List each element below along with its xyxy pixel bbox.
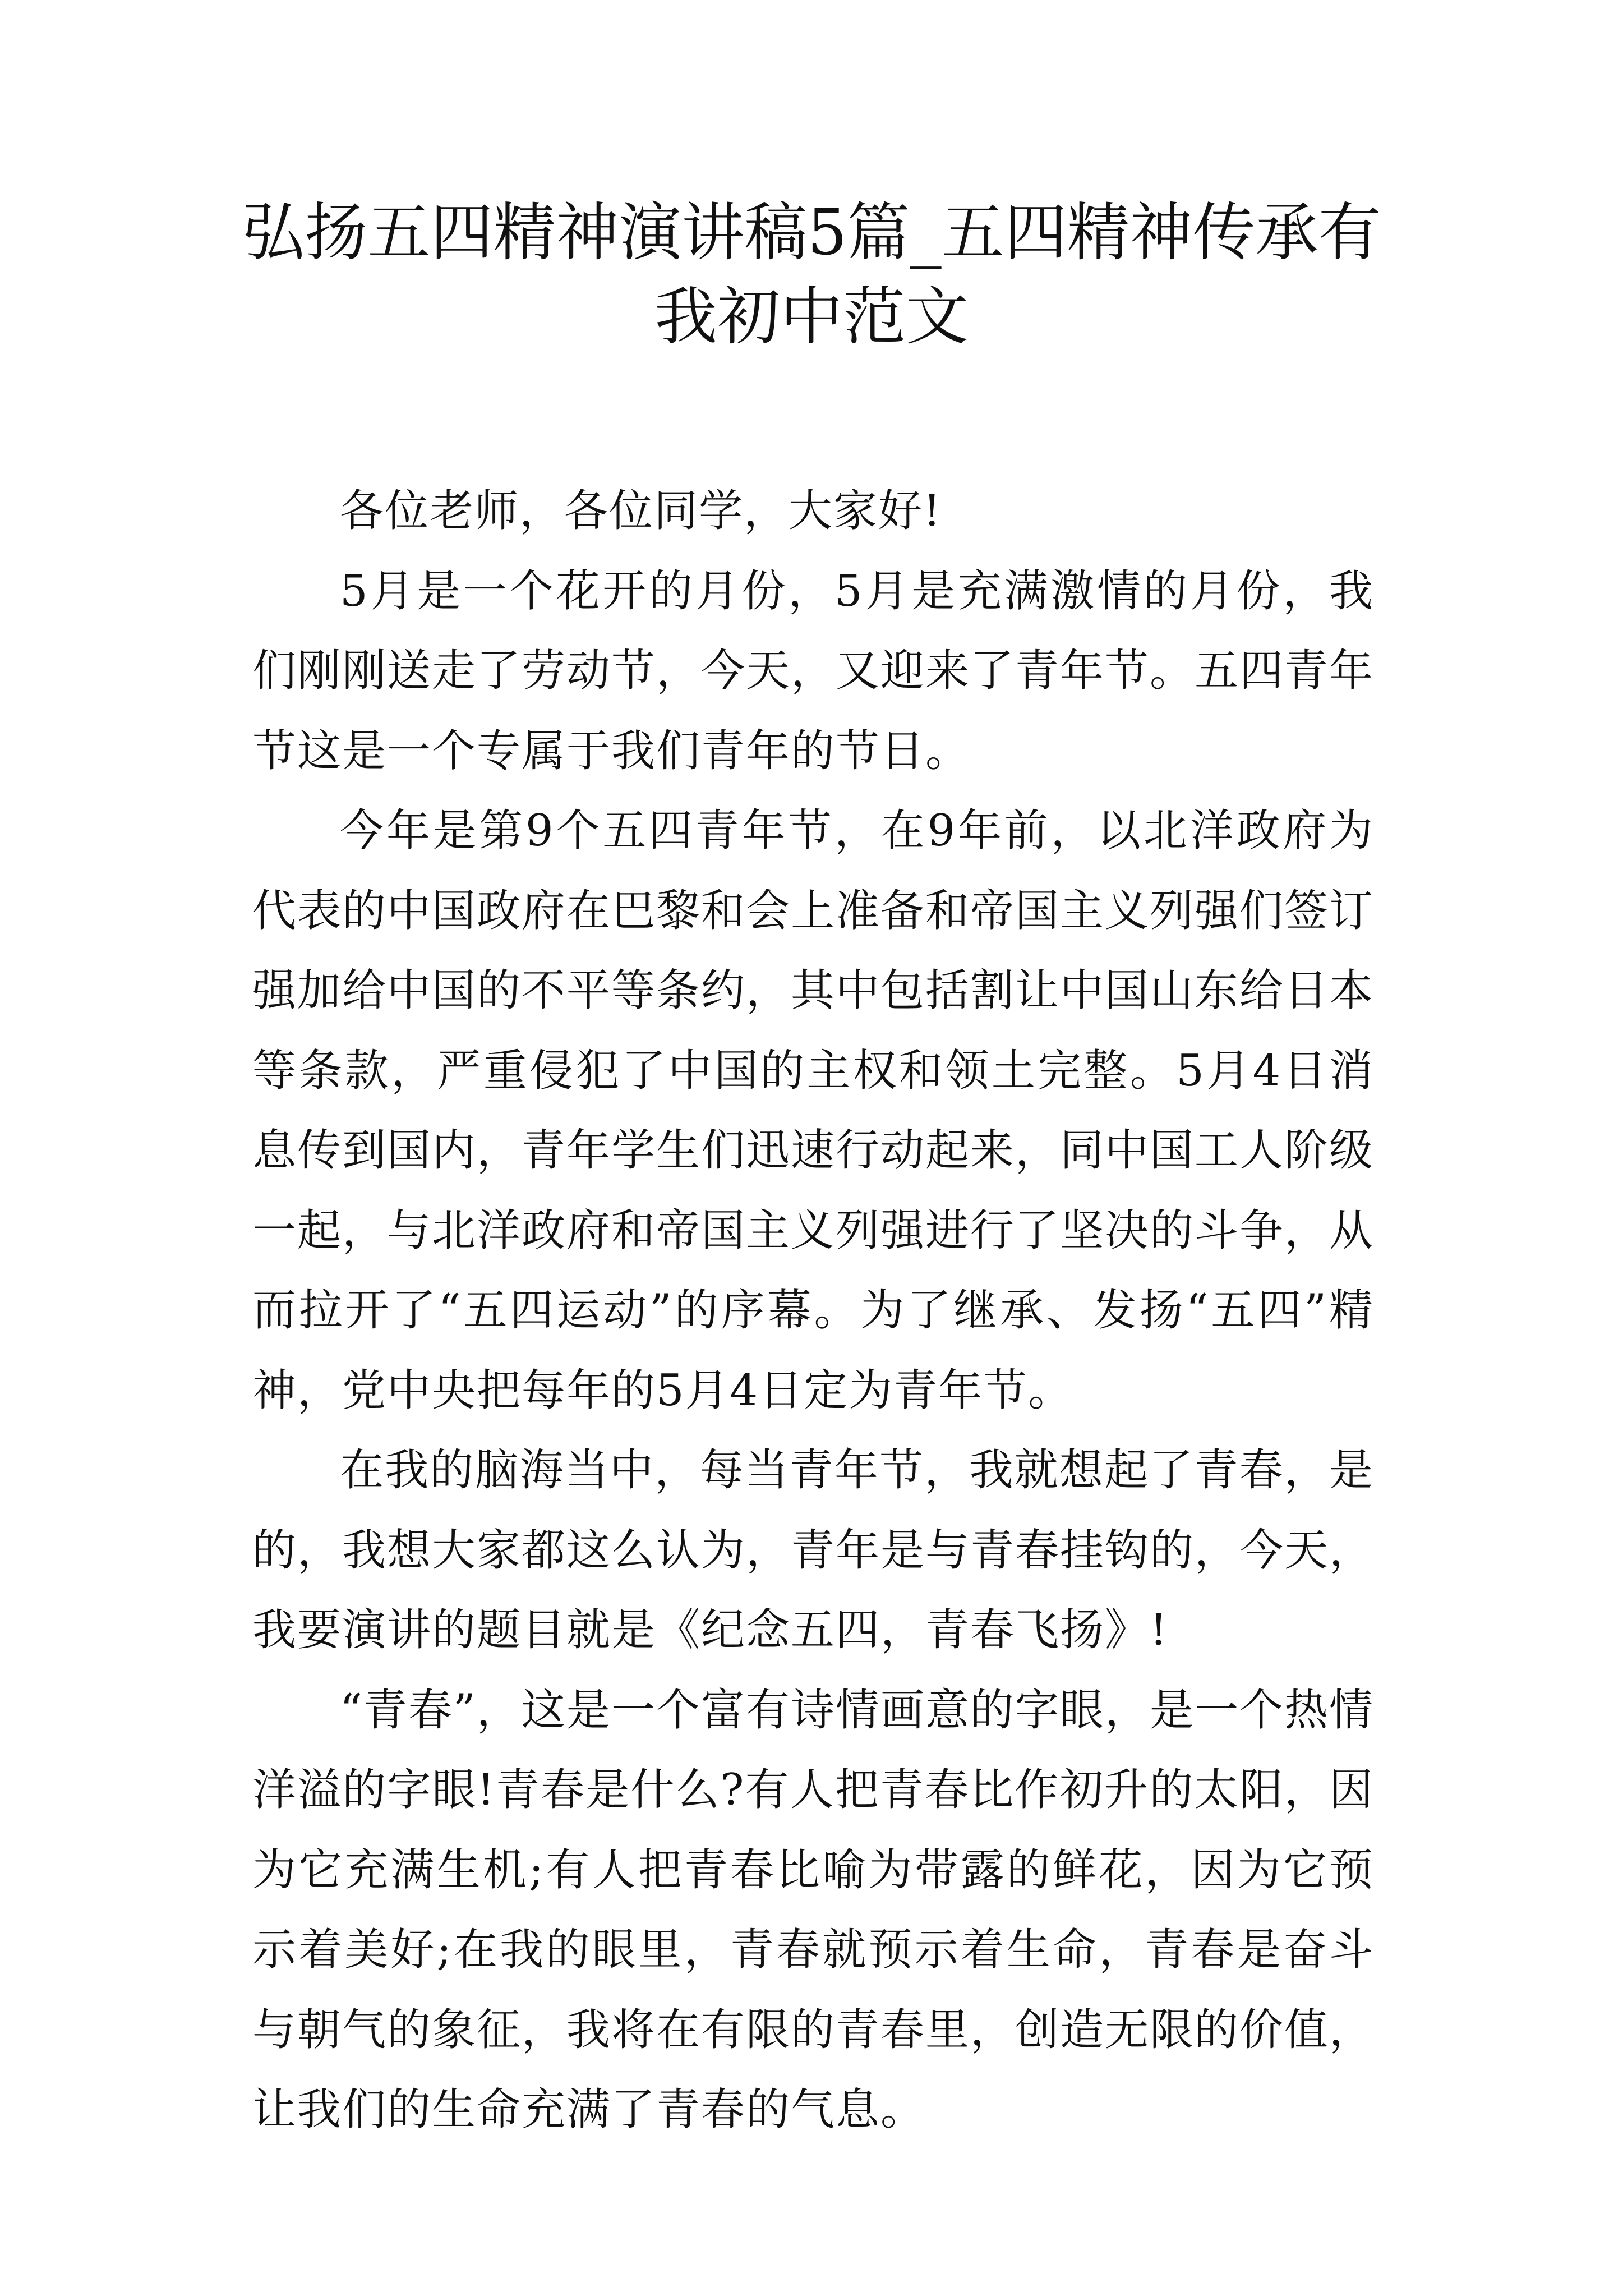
paragraph-greeting: 各位老师，各位同学，大家好!	[340, 486, 942, 536]
document-title: 弘扬五四精神演讲稿5篇_五四精神传承有我初中范文	[242, 196, 1381, 353]
paragraph-may: 5月是一个花开的月份，5月是充满激情的月份，我们刚刚送走了劳动节，今天，又迎来了青年节。五四青年节这是一个专属于我们青年的节日。	[252, 565, 1375, 776]
paragraph-youth: “青春”，这是一个富有诗情画意的字眼，是一个热情洋溢的字眼!青春是什么?有人把青春比作初升的太阳，因为它充满生机;有人把青春比喻为带露的鲜花，因为它预示着美好;在我的眼里，青春就预示着生命，青春是奋斗与朝气的象征，我将在有限的青春里，创造无限的价值，让我们的生命充满了青春的气息。	[252, 1685, 1375, 2135]
paragraph-history: 今年是第9个五四青年节，在9年前，以北洋政府为代表的中国政府在巴黎和会上准备和帝国主义列强们签订强加给中国的不平等条约，其中包括割让中国山东给日本等条款，严重侵犯了中国的主权和领土完整。5月4日消息传到国内，青年学生们迅速行动起来，同中国工人阶级一起，与北洋政府和帝国主义列强进行了坚决的斗争，从而拉开了“五四运动”的序幕。为了继承、发扬“五四”精神，党中央把每年的5月4日定为青年节。	[252, 806, 1375, 1416]
paragraph-topic: 在我的脑海当中，每当青年节，我就想起了青春，是的，我想大家都这么认为，青年是与青春挂钩的，今天，我要演讲的题目就是《纪念五四，青春飞扬》!	[252, 1445, 1375, 1655]
document-body	[252, 471, 1374, 2150]
